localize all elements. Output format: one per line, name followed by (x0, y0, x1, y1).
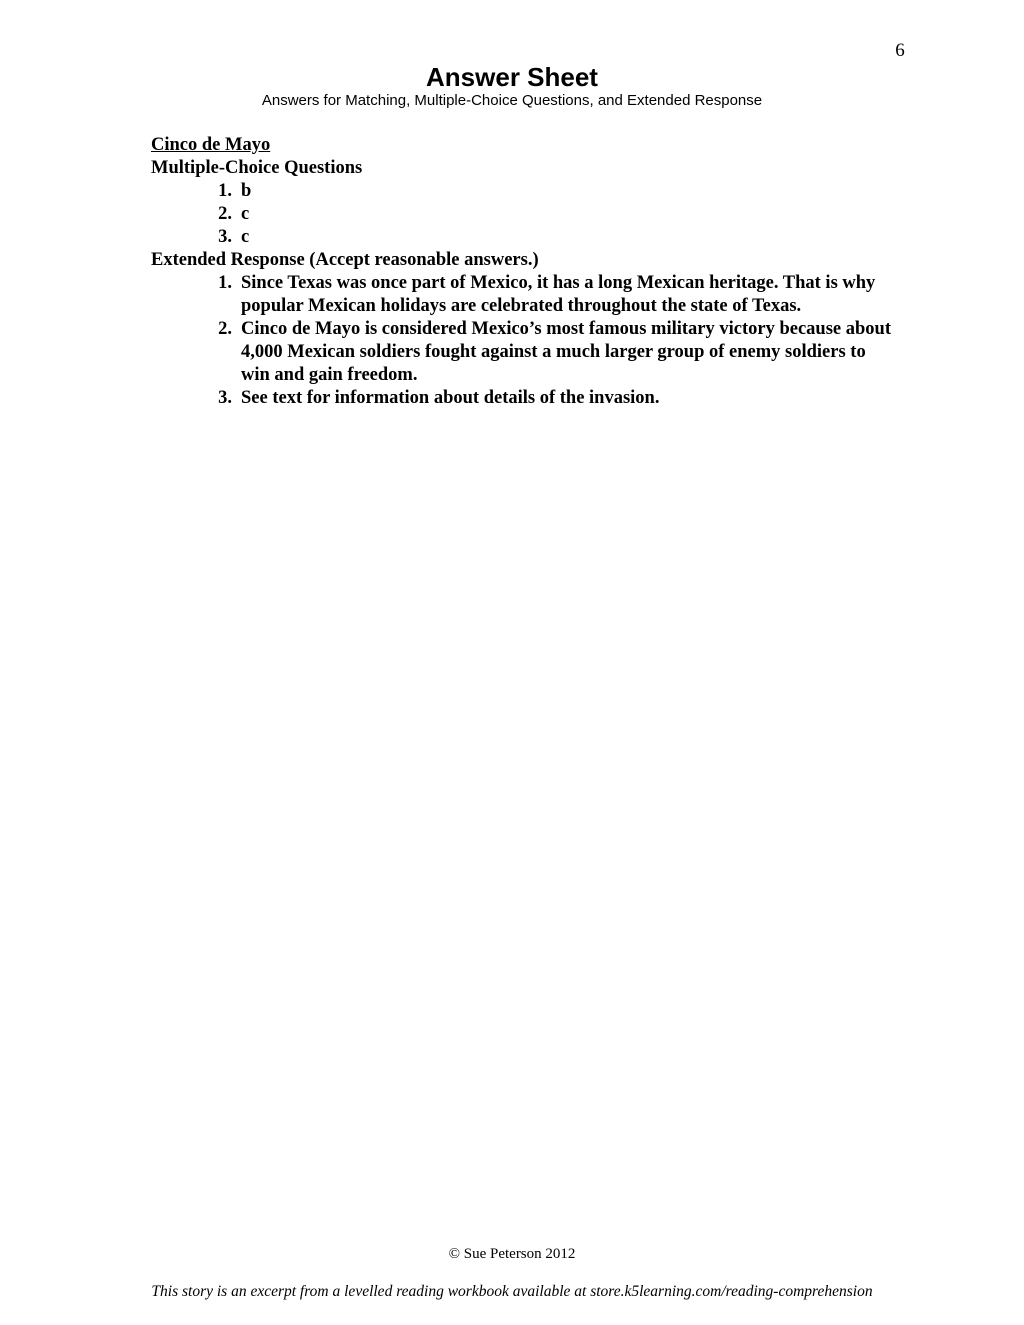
list-item (151, 203, 891, 226)
footer-note: This story is an excerpt from a levelled reading workbook available at store.k5learning.com/reading-comprehension (151, 1283, 873, 1300)
item-answer: c (241, 227, 250, 247)
item-answer: b (241, 181, 252, 201)
list-item (151, 180, 891, 203)
list-item (151, 387, 891, 410)
item-number: 3. (218, 388, 232, 408)
item-number: 1. (218, 273, 232, 293)
item-number: 2. (218, 204, 232, 224)
list-item (151, 272, 891, 318)
multiple-choice-heading: Multiple-Choice Questions (151, 158, 363, 178)
item-number: 1. (218, 181, 232, 201)
extended-response-heading: Extended Response (Accept reasonable answers.) (151, 250, 539, 270)
item-number: 3. (218, 227, 232, 247)
list-item (151, 226, 891, 249)
page-number: 6 (895, 40, 905, 61)
item-answer: See text for information about details of the invasion. (241, 388, 660, 408)
answer-content (151, 134, 891, 410)
copyright-notice: © Sue Peterson 2012 (448, 1246, 576, 1262)
item-answer: Cinco de Mayo is considered Mexico’s most famous military victory because about 4,000 Mexican soldiers fought against a much larger group of enemy soldiers to win and gain freedom. (241, 319, 891, 385)
item-answer: c (241, 204, 250, 224)
section-title: Cinco de Mayo (151, 135, 271, 155)
list-item (151, 318, 891, 387)
multiple-choice-list (151, 180, 891, 249)
extended-response-list (151, 272, 891, 410)
page-subtitle: Answers for Matching, Multiple-Choice Questions, and Extended Response (261, 92, 763, 109)
item-number: 2. (218, 319, 232, 339)
page-title: Answer Sheet (426, 62, 598, 92)
item-answer: Since Texas was once part of Mexico, it has a long Mexican heritage. That is why popular Mexican holidays are celebrated throughout the state of Texas. (241, 273, 876, 316)
